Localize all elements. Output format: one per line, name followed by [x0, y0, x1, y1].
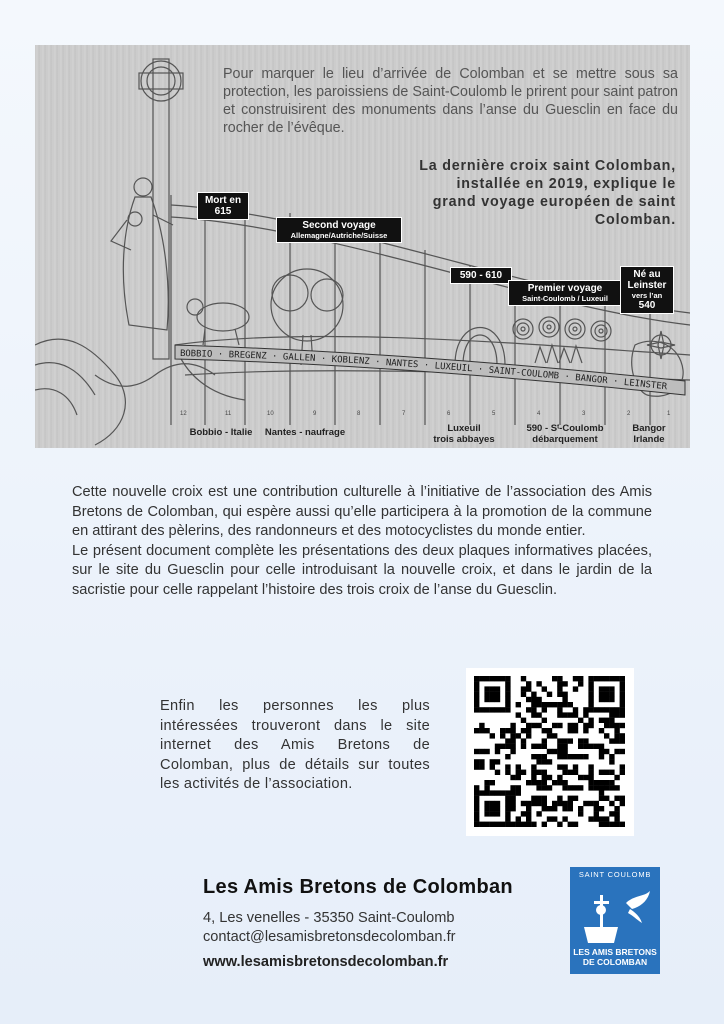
- tag-premier-sub: Saint-Coulomb / Luxeuil: [522, 294, 608, 303]
- tag-ne-line3: vers l’an: [631, 291, 663, 300]
- tag-premier-voyage: [509, 281, 621, 305]
- logo-bottom-line1: LES AMIS BRETONS: [573, 947, 657, 957]
- bear-icon: [187, 299, 249, 345]
- route-ribbon-text: BOBBIO · BREGENZ · GALLEN · KOBLENZ · NANTES · LUXEUIL · SAINT-COULOMB · BANGOR · LEINSTER: [179, 348, 668, 393]
- saint-figure-icon: [111, 178, 173, 330]
- tag-ne-line2: Leinster: [627, 280, 667, 291]
- tag-second-title: Second voyage: [302, 220, 376, 231]
- tag-premier-title: Premier voyage: [527, 283, 603, 294]
- logo-bottom-text: [570, 947, 660, 967]
- address: 4, Les venelles - 35350 Saint-Coulomb: [203, 910, 455, 926]
- route-ribbon: [175, 345, 685, 395]
- tag-second-voyage: [277, 218, 401, 242]
- logo-bottom-line2: DE COLOMBAN: [582, 957, 648, 967]
- plaque-photo: [35, 45, 690, 448]
- label-luxeuil: [423, 423, 505, 445]
- body-text: [72, 483, 652, 601]
- email-link[interactable]: contact@lesamisbretonsdecolomban.fr: [203, 929, 456, 945]
- tag-dates: 590 - 610: [451, 268, 511, 283]
- label-luxeuil-1: Luxeuil: [447, 423, 481, 434]
- tag-ne-line4: 540: [638, 300, 656, 311]
- milestone-number: 10: [267, 411, 274, 417]
- website-link[interactable]: www.lesamisbretonsdecolomban.fr: [203, 954, 449, 970]
- milestone-number: 2: [627, 411, 631, 417]
- milestone-number: 12: [180, 411, 187, 417]
- milestone-number: 9: [313, 411, 317, 417]
- label-luxeuil-2: trois abbayes: [433, 434, 495, 445]
- milestone-number: 3: [582, 411, 586, 417]
- celtic-cross-icon: [139, 59, 183, 359]
- milestone-number: 8: [357, 411, 361, 417]
- qr-code-icon: [466, 668, 634, 836]
- association-logo: [570, 867, 660, 974]
- tag-second-sub: Allemagne/Autriche/Suisse: [290, 231, 388, 240]
- milestone-number: 6: [447, 411, 451, 417]
- label-bangor-1: Bangor: [632, 423, 666, 434]
- milestone-number: 7: [402, 411, 406, 417]
- label-st-coulomb: [517, 423, 613, 445]
- label-bangor: [623, 423, 675, 445]
- compass-rose-icon: [647, 331, 675, 359]
- milestone-number: 1: [667, 411, 671, 417]
- qr-code[interactable]: [466, 668, 634, 836]
- plaque-highlight-text: La dernière croix saint Colomban, installée en 2019, explique le grand voyage européen de saint Colomban.: [419, 158, 676, 228]
- body-paragraph-2: Le présent document complète les présentations des deux plaques informatives placées, sur le site du Guesclin pour celle introduisant la nouvelle croix, et dans le jardin de la sacristie pour celle rappelant l’histoire des trois croix de l’anse du Guesclin.: [72, 542, 652, 598]
- tag-mort-line1: Mort en: [204, 195, 242, 206]
- label-st-coulomb-1: 590 - Sᵗ-Coulomb: [526, 423, 604, 434]
- milestone-number: 5: [492, 411, 496, 417]
- milestone-number: 11: [225, 411, 232, 417]
- tag-ne-line1: Né au: [633, 269, 661, 280]
- label-st-coulomb-2: débarquement: [532, 434, 598, 445]
- website-invitation-text: Enfin les personnes les plus intéressées trouveront dans le site internet des Amis Bretons de Colomban, plus de détails sur toutes les activités de l’association.: [160, 698, 430, 793]
- tag-mort-line2: 615: [214, 206, 232, 217]
- plaque-intro-text: Pour marquer le lieu d’arrivée de Colomban et se mettre sous sa protection, les paroissiens de Saint-Coulomb le prirent pour saint patron et construisirent des monuments dans l’anse du Guesclin en face du rocher de l’évêque.: [223, 66, 678, 136]
- association-name: Les Amis Bretons de Colomban: [203, 876, 513, 898]
- tag-ne: [621, 267, 673, 313]
- milestone-number: 4: [537, 411, 541, 417]
- tag-mort: [198, 193, 248, 219]
- spiral-pattern-icon: [513, 317, 611, 341]
- label-nantes: Nantes - naufrage: [264, 427, 346, 438]
- logo-top-text: SAINT COULOMB: [578, 870, 652, 879]
- boat-dove-icon: [570, 875, 660, 955]
- label-bangor-2: Irlande: [633, 434, 665, 445]
- label-bobbio: Bobbio - Italie: [189, 427, 253, 438]
- body-paragraph-1: Cette nouvelle croix est une contribution culturelle à l’initiative de l’association des Amis Bretons de Colomban, qui espère aussi qu’elle participera à la promotion de la commune en attirant des pèlerins, des randonneurs et des motocyclistes du monde entier.: [72, 484, 652, 540]
